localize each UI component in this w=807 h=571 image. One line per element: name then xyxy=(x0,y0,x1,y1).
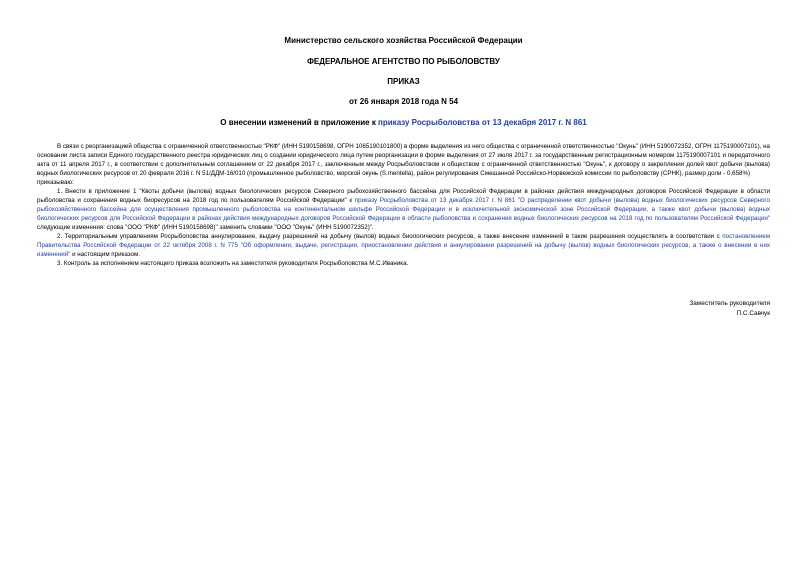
title-order-link[interactable]: приказу Росрыболовства от 13 декабря 2017 г. N 861 xyxy=(378,118,587,127)
item-2-paragraph xyxy=(37,232,770,259)
prikazyvayu-text: приказываю: xyxy=(37,179,74,186)
agency-heading: ФЕДЕРАЛЬНОЕ АГЕНТСТВО ПО РЫБОЛОВСТВУ xyxy=(307,57,500,66)
ministry-heading: Министерство сельского хозяйства Российской Федерации xyxy=(284,36,523,45)
resolution-775-link[interactable]: постановлением Правительства Российской Федерации от 22 октября 2008 г. N 775 "Об оформлении, выдаче, регистрации, приостановлении действия и аннулировании разрешений на добычу (вылов) водных биологических ресурсов, а также о внесении в них изменений" xyxy=(37,233,770,258)
signature-block xyxy=(689,299,770,319)
document-page xyxy=(37,36,770,317)
doc-type-heading: ПРИКАЗ xyxy=(387,77,420,86)
order-861-title-link[interactable]: "О распределении квот добычи (вылова) водных биологических ресурсов Северного рыбохозяйственного бассейна для осуществления промышленного рыболовства на континентальном шельфе Российской Федерации и в исключительной экономической зоне Российской Федерации, а также квот добычи (вылова) водных биологических ресурсов для Российской Федерации в районах действия международных договоров Российской Федерации в области рыболовства и сохранения водных биологических ресурсов на 2018 год по пользователям Российской Федерации" xyxy=(37,197,770,222)
item-1-paragraph xyxy=(37,187,770,232)
item-2-text-a: 2. Территориальным управлениям Росрыболовства аннулирование, выдачу разрешений на добычу (вылов) водных биологических ресурсов, а также внесение изменений в такие разрешения осуществлять в соответствии с xyxy=(57,233,723,240)
document-body xyxy=(37,142,770,268)
document-title xyxy=(37,118,770,128)
date-number-heading: от 26 января 2018 года N 54 xyxy=(348,97,459,106)
item-1-text-c: следующие изменения: слова "ООО "РКФ" (ИНН 5190158698)" заменить словами "ООО "Окунь" (ИНН 5190072352)". xyxy=(37,224,374,231)
title-prefix: О внесении изменений в приложение к xyxy=(220,118,379,127)
preamble-paragraph: В связи с реорганизацией общества с ограниченной ответственностью "РКФ" (ИНН 5190158698, ОГРН 1065190101800) в форме выделения из него общества с ограниченной ответственностью "Окунь" (ИНН 5190072352, ОГРН 1175190007101), на основании листа записи Единого государственного реестра юридических лиц о создании юридического лица путем реорганизации в форме выделения от 27 июля 2017 г. за государственным регистрационным номером 1175190007101 и передаточного акта от 11 апреля 2017 г., в соответствии с дополнительным соглашением от 22 декабря 2017 г., заключенным между Росрыболовством и обществом с ограниченной ответственностью "Окунь", к договору о закреплении долей квот добычи (вылова) водных биологических ресурсов от 20 февраля 2016 г. N 51/ДДМ-16/010 (промышленное рыболовство, морской окунь (S.mentella), район регулирования Смешанной Российско-Норвежской комиссии по рыболовству (СРНК), размер доли - 0,658%) xyxy=(37,143,770,177)
item-3-paragraph: 3. Контроль за исполнением настоящего приказа возложить на заместителя руководителя Росрыболовства М.С.Иваника. xyxy=(57,260,409,267)
item-2-text-b: и настоящим приказом. xyxy=(70,251,140,258)
item-1-text-a: 1. Внести в приложение 1 "Квоты добычи (вылова) водных биологических ресурсов Северного рыбохозяйственного бассейна для Российской Федерации в районах действия международных договоров Российской Федерации в области рыболовства и сохранения водных биоресурсов на 2018 год по пользователям Российской Федерации" к xyxy=(37,188,770,204)
signature-position: Заместитель руководителя xyxy=(689,300,770,307)
order-861-link[interactable]: приказу Росрыболовства от 13 декабря 2017 г. N 861 xyxy=(354,197,516,204)
signature-name: П.С.Савчук xyxy=(736,310,770,317)
